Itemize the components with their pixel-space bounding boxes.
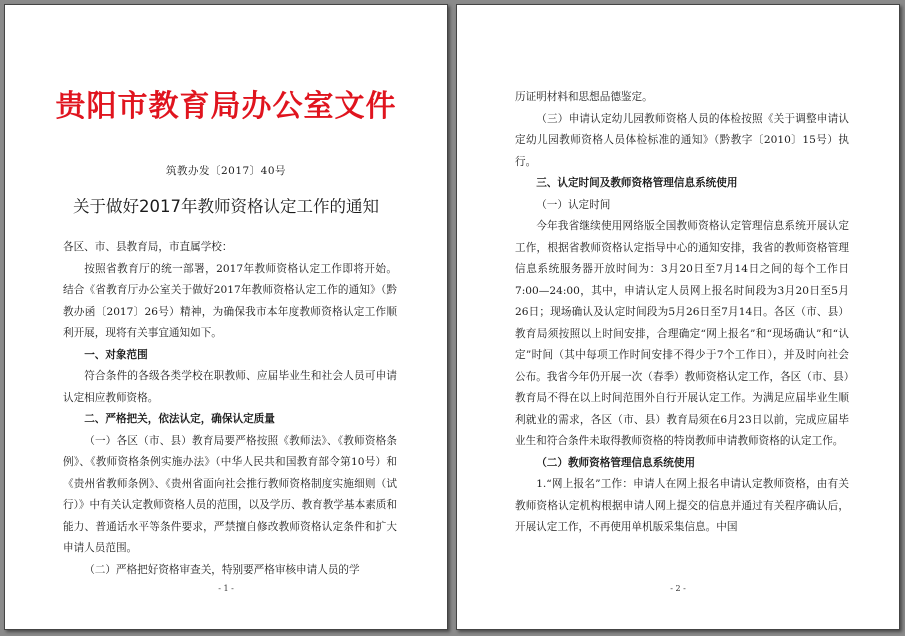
section-heading: 一、对象范围 <box>84 348 148 361</box>
red-header-title: 贵阳市教育局办公室文件 <box>55 89 397 124</box>
section-heading: 二、严格把关，依法认定，确保认定质量 <box>84 413 275 425</box>
paragraph: （三）申请认定幼儿园教师资格人员的体检按照《关于调整申请认定幼儿园教师资格人员体检标准的通知》（黔教字〔2010〕15号）执行。 <box>515 112 849 168</box>
page-number: - 1 - <box>218 584 234 593</box>
subsection-heading: （二）教师资格管理信息系统使用 <box>536 456 696 469</box>
document-page-1 <box>4 4 448 630</box>
page-number: - 2 - <box>670 584 686 593</box>
page-1-body <box>63 237 397 581</box>
document-number: 筑教办发〔2017〕40号 <box>165 165 287 177</box>
document-page-2 <box>456 4 900 630</box>
notice-title: 关于做好2017年教师资格认定工作的通知 <box>73 197 379 216</box>
paragraph: （一）各区（市、县）教育局要严格按照《教师法》、《教师资格条例》、《教师资格条例实施办法》（中华人民共和国教育部令第10号）和《贵州省教师条例》、《贵州省面向社会推行教师资格制度实施细则（试行）》中有关认定教师资格人员的范围，以及学历、教育教学基本素质和能力、普通话水平等条件要求，严禁擅自修改教师资格认定条件和扩大申请人员范围。 <box>63 434 397 554</box>
paragraph: （二）严格把好资格审查关，特别要严格审核申请人员的学 <box>84 563 360 576</box>
paragraph: 历证明材料和思想品德鉴定。 <box>515 91 653 103</box>
salutation: 各区、市、县教育局，市直属学校： <box>63 241 233 253</box>
paragraph: 今年我省继续使用网络版全国教师资格认定管理信息系统开展认定工作，根据省教师资格认定指导中心的通知安排，我省的教师资格管理信息系统服务器开放时间为：3月20日至7月14日之间的每个工作日7:00—24:00，其中，申请认定人员网上报名时间段为3月20日至5月26日；现场确认及认定时间段为5月26日至7月14日。各区（市、县）教育局须按照以上时间安排，合理确定“网上报名”和“现场确认”和“认定”时间（其中每项工作时间安排不得少于7个工作日），并及时向社会公布。我省今年仍开展一次（春季）教师资格认定工作，各区（市、县）教育局不得在以上时间范围外自行开展认定工作。为满足应届毕业生顺利就业的需求，各区（市、县）教育局须在6月23日以前，完成应届毕业生和符合条件未取得教师资格的特岗教师申请教师资格的认定工作。 <box>515 220 849 447</box>
section-heading: 三、认定时间及教师资格管理信息系统使用 <box>536 177 738 189</box>
page-2-body <box>515 87 849 539</box>
subsection-heading: （一）认定时间 <box>536 198 611 211</box>
paragraph: 符合条件的各级各类学校在职教师、应届毕业生和社会人员可申请认定相应教师资格。 <box>63 370 397 404</box>
paragraph: 1.“网上报名”工作：申请人在网上报名申请认定教师资格，由有关教师资格认定机构根据申请人网上提交的信息并通过有关程序确认后，开展认定工作，不再使用单机版采集信息。中国 <box>515 478 849 533</box>
paragraph: 按照省教育厅的统一部署，2017年教师资格认定工作即将开始。结合《省教育厅办公室关于做好2017年教师资格认定工作的通知》（黔教办函〔2017〕26号）精神，为确保我市本年度教师资格认定工作顺利开展，现将有关事宜通知如下。 <box>63 262 397 339</box>
